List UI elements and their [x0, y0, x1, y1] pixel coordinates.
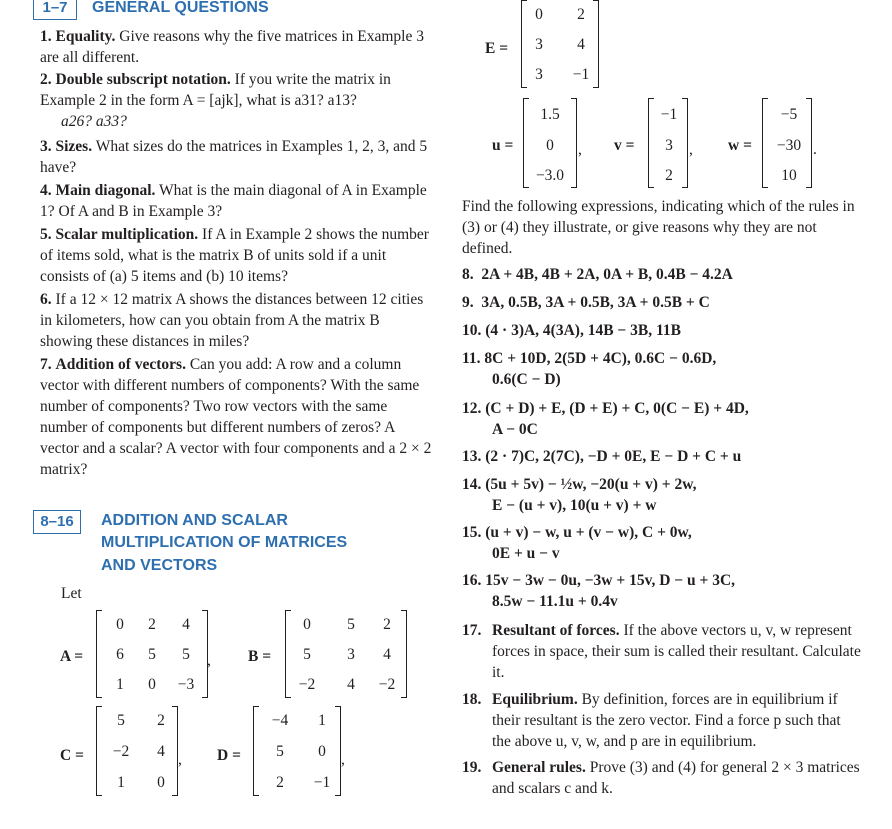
question-text: 8C + 10D, 2(5D + 4C), 0.6C − 0.6D,: [484, 350, 717, 367]
question-10: [462, 320, 681, 341]
question-number: 9.: [462, 294, 474, 311]
question-text: By definition, forces are in equilibrium if their resultant is the zero vector. Find a force p such that the above u, v, w, and p are in equilibrium.: [492, 691, 841, 750]
matrix-cell: 5: [148, 646, 156, 663]
question-heading: Sizes.: [55, 138, 93, 155]
matrix-d-label: D =: [217, 747, 241, 764]
matrix-cell: 4: [157, 743, 165, 760]
vector-name: u: [492, 137, 501, 154]
question-text-cont: 0E + u − v: [492, 545, 560, 562]
instructions: Find the following expressions, indicating which of the rules in (3) or (4) they illustrate, or give reasons why they are not defined.: [462, 198, 855, 257]
matrix-cell: 1.5: [540, 106, 560, 123]
matrix-b-label: B =: [248, 648, 272, 665]
section-label-8-16: 8–16: [33, 510, 81, 534]
matrix-cell: 3: [665, 137, 673, 154]
matrix-cell: 0: [116, 616, 124, 633]
matrix-a-label: A =: [60, 648, 84, 665]
vector-v: [648, 98, 688, 188]
matrix-cell: −2: [378, 676, 396, 693]
matrix-cell: 2: [577, 6, 585, 23]
question-text: If you write the matrix in Example 2 in the form A = [ajk], what is a31? a13?: [40, 71, 391, 109]
section-title-line-3: AND VECTORS: [101, 557, 218, 574]
matrix-cell: 4: [577, 36, 585, 53]
matrix-b: [285, 610, 407, 698]
section-label-1-7: 1–7: [33, 0, 77, 20]
question-text-cont: 8.5w − 11.1u + 0.4v: [492, 593, 618, 610]
question-number: 8.: [462, 266, 474, 283]
question-number: 19.: [462, 759, 482, 776]
matrix-cell: 1: [116, 676, 124, 693]
matrix-cell: 0: [318, 743, 326, 760]
matrix-cell: −30: [776, 137, 802, 154]
question-heading: Addition of vectors.: [55, 356, 186, 373]
matrix-cell: 2: [276, 774, 284, 791]
question-text: 2A + 4B, 4B + 2A, 0A + B, 0.4B − 4.2A: [481, 266, 733, 283]
matrix-cell: 5: [182, 646, 190, 663]
matrix-cell: 1: [318, 712, 326, 729]
question-text-cont: a26? a33?: [61, 113, 127, 130]
question-6: [40, 289, 432, 352]
vector-name: w: [728, 137, 740, 154]
matrix-a: [96, 610, 208, 698]
matrix-cell: 4: [347, 676, 355, 693]
matrix-cell: 6: [116, 646, 124, 663]
question-text-cont: E − (u + v), 10(u + v) + w: [492, 497, 657, 514]
question-16: [462, 570, 735, 612]
question-number: 1.: [40, 28, 52, 45]
question-text: 3A, 0.5B, 3A + 0.5B, 3A + 0.5B + C: [481, 294, 710, 311]
let-label: Let: [61, 585, 82, 602]
question-text: Can you add: A row and a column vector with different numbers of components? With the same number of components? Two row vectors with the same number of components but different numbers of zeros? A vector and a scalar? A vector with four components and a 2 × 2 matrix?: [40, 356, 432, 478]
question-number: 2.: [40, 71, 52, 88]
question-number: 13.: [462, 448, 482, 465]
matrix-cell: 3: [347, 646, 355, 663]
matrix-name: D: [217, 747, 229, 764]
matrix-c: [96, 706, 178, 796]
question-15: [462, 522, 692, 564]
question-text: (C + D) + E, (D + E) + C, 0(C − E) + 4D,: [485, 400, 749, 417]
matrix-cell: −5: [780, 106, 798, 123]
question-number: 4.: [40, 182, 52, 199]
question-text: (5u + 5v) − ½w, −20(u + v) + 2w,: [485, 476, 697, 493]
matrix-cell: 2: [148, 616, 156, 633]
matrix-cell: −1: [660, 106, 678, 123]
question-text: (2 · 7)C, 2(7C), −D + 0E, E − D + C + u: [485, 448, 742, 465]
question-number: 11.: [462, 350, 481, 367]
matrix-cell: 4: [182, 616, 190, 633]
question-heading: Equilibrium.: [492, 691, 578, 708]
question-1: [40, 26, 432, 68]
matrix-cell: 5: [117, 712, 125, 729]
question-number: 5.: [40, 226, 52, 243]
matrix-cell: 10: [781, 167, 797, 184]
question-heading: Scalar multiplication.: [55, 226, 199, 243]
matrix-cell: 5: [276, 743, 284, 760]
section-title-general-questions: GENERAL QUESTIONS: [92, 0, 269, 16]
question-17: [462, 620, 862, 683]
matrix-cell: −2: [112, 743, 130, 760]
question-text-cont: 0.6(C − D): [492, 371, 561, 388]
question-number: 7.: [40, 356, 52, 373]
matrix-e: [521, 0, 599, 88]
matrix-cell: 0: [148, 676, 156, 693]
question-number: 16.: [462, 572, 482, 589]
section-title-line-1: ADDITION AND SCALAR: [101, 512, 288, 529]
question-number: 12.: [462, 400, 482, 417]
question-11: [462, 348, 716, 390]
vector-u: [523, 98, 577, 188]
question-12: [462, 398, 749, 440]
question-number: 3.: [40, 138, 52, 155]
matrix-c-label: C =: [60, 747, 84, 764]
question-text: (4 · 3)A, 4(3A), 14B − 3B, 11B: [485, 322, 681, 339]
question-heading: Double subscript notation.: [55, 71, 231, 88]
matrix-cell: −1: [572, 66, 590, 83]
matrix-e-label: E =: [485, 40, 509, 57]
vector-w-label: w =: [728, 137, 752, 154]
question-18: [462, 689, 862, 752]
question-text: If a 12 × 12 matrix A shows the distances between 12 cities in kilometers, how can you obtain from A the matrix B showing these distances in miles?: [40, 291, 424, 350]
matrix-cell: 2: [665, 167, 673, 184]
matrix-cell: 0: [157, 774, 165, 791]
matrix-d: [253, 706, 341, 796]
question-2: [40, 69, 432, 132]
question-heading: Main diagonal.: [55, 182, 156, 199]
question-8: [462, 264, 733, 285]
question-7: [40, 354, 432, 480]
question-heading: Resultant of forces.: [492, 622, 620, 639]
matrix-cell: 1: [117, 774, 125, 791]
matrix-cell: −3: [177, 676, 195, 693]
matrix-name: B: [248, 648, 259, 665]
matrix-cell: 3: [535, 36, 543, 53]
question-text: If the above vectors u, v, w represent forces in space, their sum is called their resultant. Calculate it.: [492, 622, 861, 681]
question-text: (u + v) − w, u + (v − w), C + 0w,: [485, 524, 692, 541]
question-text-cont: A − 0C: [492, 421, 538, 438]
matrix-cell: −4: [271, 712, 289, 729]
matrix-cell: 2: [157, 712, 165, 729]
question-number: 6.: [40, 291, 52, 308]
question-text: What is the main diagonal of A in Example 1? Of A and B in Example 3?: [40, 182, 427, 220]
matrix-cell: 3: [535, 66, 543, 83]
question-number: 10.: [462, 322, 482, 339]
question-number: 18.: [462, 691, 482, 708]
question-text: Prove (3) and (4) for general 2 × 3 matrices and scalars c and k.: [492, 759, 860, 797]
question-13: [462, 446, 741, 467]
matrix-name: A: [60, 648, 71, 665]
matrix-cell: 5: [347, 616, 355, 633]
vector-name: v: [614, 137, 622, 154]
matrix-cell: −3.0: [535, 167, 565, 184]
question-3: [40, 136, 432, 178]
question-5: [40, 224, 432, 287]
matrix-cell: 4: [383, 646, 391, 663]
question-text: Give reasons why the five matrices in Example 3 are all different.: [40, 28, 424, 66]
question-text: 15v − 3w − 0u, −3w + 15v, D − u + 3C,: [485, 572, 736, 589]
matrix-cell: 5: [303, 646, 311, 663]
question-19: [462, 757, 862, 799]
matrix-cell: 0: [535, 6, 543, 23]
question-4: [40, 180, 432, 222]
question-9: [462, 292, 710, 313]
question-number: 15.: [462, 524, 482, 541]
vector-u-label: u =: [492, 137, 514, 154]
question-number: 14.: [462, 476, 482, 493]
question-text: If A in Example 2 shows the number of items sold, what is the matrix B of units sold if a unit consists of (a) 5 items and (b) 10 items?: [40, 226, 429, 285]
matrix-name: E: [485, 40, 496, 57]
question-text: What sizes do the matrices in Examples 1, 2, 3, and 5 have?: [40, 138, 428, 176]
matrix-cell: −1: [313, 774, 331, 791]
question-heading: General rules.: [492, 759, 586, 776]
matrix-cell: 2: [383, 616, 391, 633]
matrix-cell: 0: [303, 616, 311, 633]
vector-v-label: v =: [614, 137, 635, 154]
matrix-name: C: [60, 747, 72, 764]
question-heading: Equality.: [55, 28, 116, 45]
section-title-line-2: MULTIPLICATION OF MATRICES: [101, 534, 348, 551]
question-14: [462, 474, 696, 516]
question-number: 17.: [462, 622, 482, 639]
matrix-cell: −2: [298, 676, 316, 693]
vector-w: [762, 98, 812, 188]
matrix-cell: 0: [546, 137, 554, 154]
